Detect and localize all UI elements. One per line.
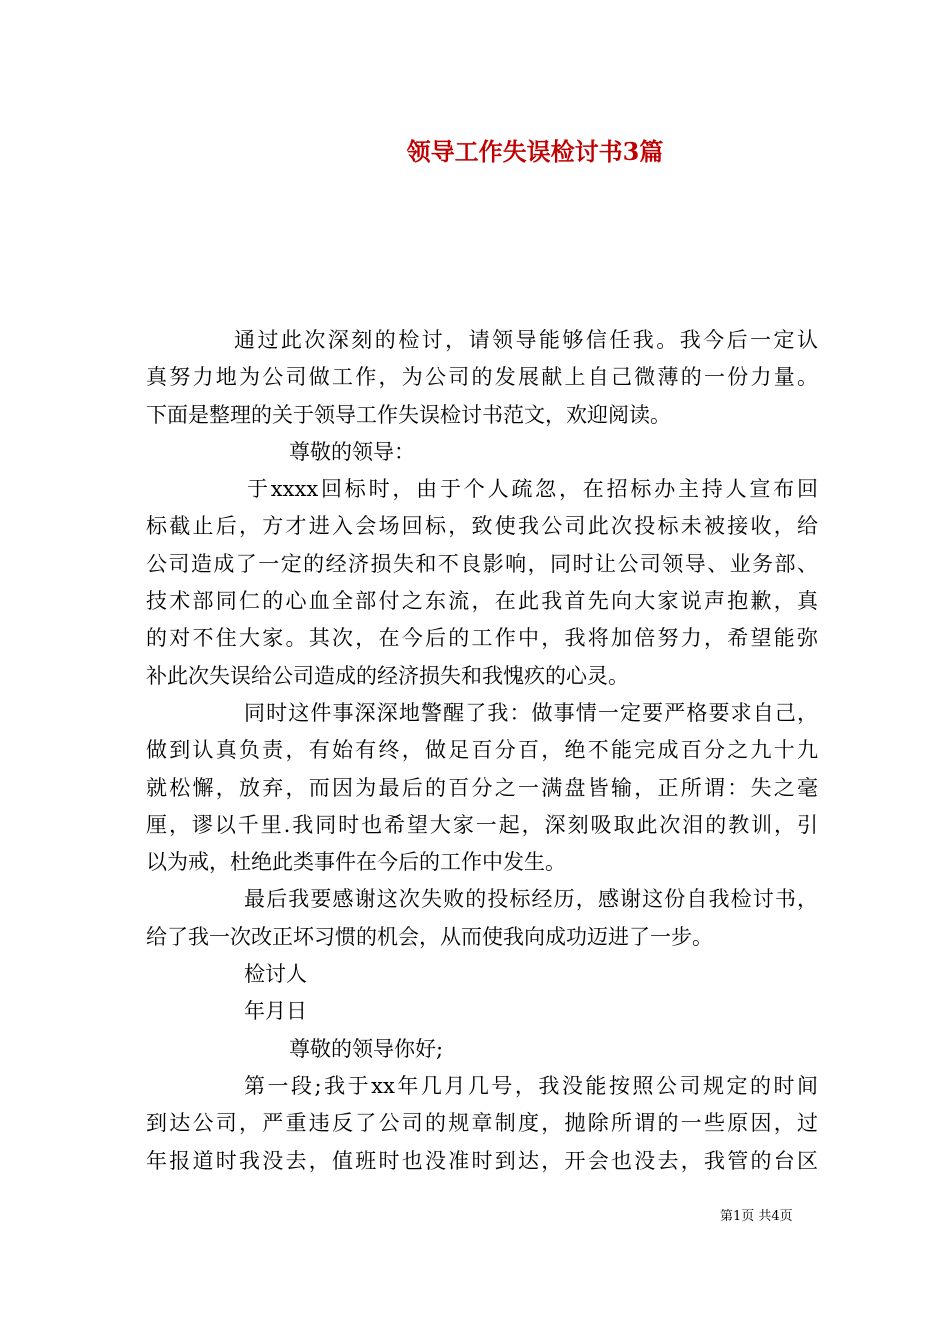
body-line: 真努力地为公司做工作，为公司的发展献上自己微薄的一份力量。 <box>146 365 818 390</box>
body-line: 最后我要感谢这次失败的投标经历，感谢这份自我检讨书， <box>244 887 818 912</box>
body-line: 通过此次深刻的检讨，请领导能够信任我。我今后一定认 <box>234 328 818 352</box>
document-title: 领导工作失误检讨书3篇 <box>406 137 664 166</box>
page-footer: 第1页 共4页 <box>720 1209 793 1224</box>
body-line: 于xxxx回标时，由于个人疏忽，在招标办主持人宣布回 <box>247 477 818 502</box>
body-line: 做到认真负责，有始有终，做足百分百，绝不能完成百分之九十九 <box>146 738 818 763</box>
body-line: 给了我一次改正坏习惯的机会，从而使我向成功迈进了一步。 <box>146 924 713 949</box>
body-line: 下面是整理的关于领导工作失误检讨书范文，欢迎阅读。 <box>146 402 671 427</box>
body-line: 同时这件事深深地警醒了我：做事情一定要严格要求自己， <box>244 700 818 725</box>
body-line: 年月日 <box>244 999 307 1024</box>
body-line: 检讨人 <box>244 962 307 987</box>
body-line: 尊敬的领导： <box>289 439 415 464</box>
body-line: 公司造成了一定的经济损失和不良影响，同时让公司领导、业务部、 <box>146 551 818 576</box>
body-line: 的对不住大家。其次，在今后的工作中，我将加倍努力，希望能弥 <box>146 626 818 651</box>
body-line: 就松懈，放弃，而因为最后的百分之一满盘皆输，正所谓：失之毫 <box>146 775 818 800</box>
body-line: 第一段;我于xx年几月几号，我没能按照公司规定的时间 <box>244 1073 818 1098</box>
body-line: 到达公司，严重违反了公司的规章制度，抛除所谓的一些原因，过 <box>146 1111 818 1136</box>
body-line: 补此次失误给公司造成的经济损失和我愧疚的心灵。 <box>146 663 629 688</box>
document-body <box>146 322 818 1180</box>
body-line: 厘，谬以千里.我同时也希望大家一起，深刻吸取此次泪的教训，引 <box>146 812 818 837</box>
body-line: 年报道时我没去，值班时也没准时到达，开会也没去，我管的台区 <box>146 1148 818 1173</box>
body-line: 以为戒，杜绝此类事件在今后的工作中发生。 <box>146 850 566 875</box>
body-line: 标截止后，方才进入会场回标，致使我公司此次投标未被接收，给 <box>146 514 818 539</box>
body-line: 尊敬的领导你好; <box>289 1036 444 1061</box>
body-line: 技术部同仁的心血全部付之东流，在此我首先向大家说声抱歉，真 <box>146 589 818 614</box>
